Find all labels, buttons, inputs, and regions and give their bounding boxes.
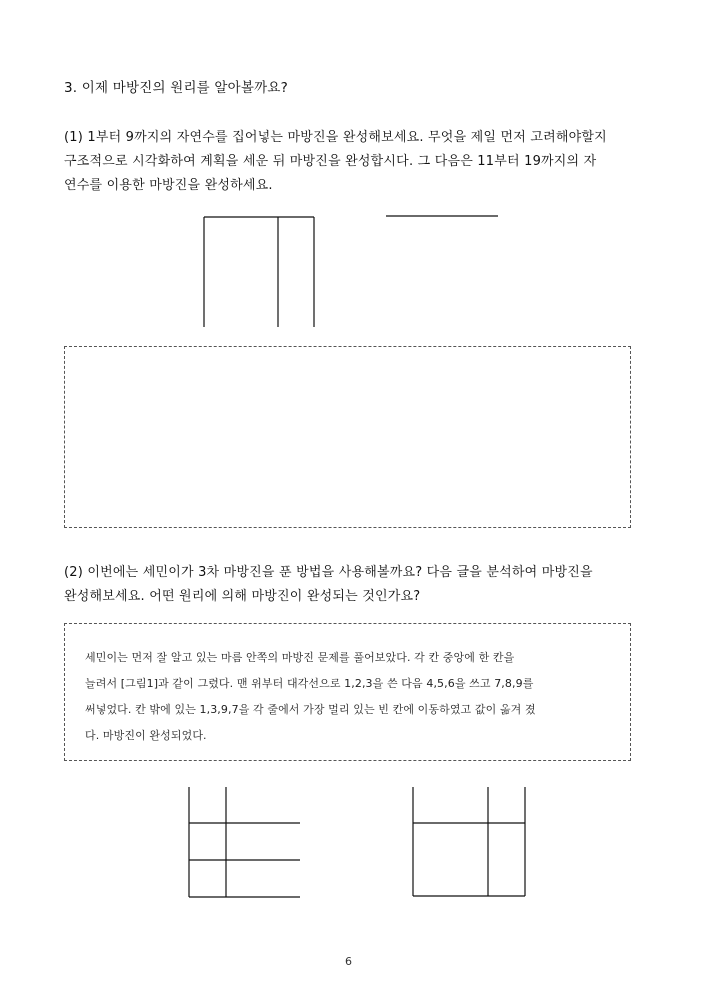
passage-line: 써넣었다. 칸 밖에 있는 1,3,9,7을 각 줄에서 가장 멀리 있는 빈 칸에 이동하였고 값이 옮겨 졌 xyxy=(85,703,536,716)
question-1-line: 연수를 이용한 마방진을 완성하세요. xyxy=(64,178,273,193)
right-grid-figure xyxy=(413,787,525,896)
question-2-line: 완성해보세요. 어떤 원리에 의해 마방진이 완성되는 것인가요? xyxy=(64,589,421,604)
passage-line: 다. 마방진이 완성되었다. xyxy=(85,729,207,742)
q1-diagram xyxy=(0,0,707,340)
partial-grid-figure xyxy=(204,217,314,327)
passage-box xyxy=(64,623,631,761)
question-2 xyxy=(64,561,593,609)
page-number: 6 xyxy=(345,955,352,968)
question-2-line: (2) 이번에는 세민이가 3차 마방진을 푼 방법을 사용해볼까요? 다음 글을 분석하여 마방진을 xyxy=(64,565,593,580)
answer-box-1[interactable] xyxy=(64,346,631,528)
passage xyxy=(85,645,536,749)
question-1-line: 구조적으로 시각화하여 계획을 세운 뒤 마방진을 완성합시다. 그 다음은 11부터 19까지의 자 xyxy=(64,154,597,169)
section-heading: 3. 이제 마방진의 원리를 알아볼까요? xyxy=(64,80,288,96)
q2-diagrams xyxy=(0,770,707,910)
passage-line: 세민이는 먼저 잘 알고 있는 마름 안쪽의 마방진 문제를 풀어보았다. 각 칸 중앙에 한 칸을 xyxy=(85,651,515,664)
passage-line: 늘려서 [그림1]과 같이 그렸다. 맨 위부터 대각선으로 1,2,3을 쓴 다음 4,5,6을 쓰고 7,8,9를 xyxy=(85,677,534,690)
left-grid-figure xyxy=(189,787,300,897)
question-1-line: (1) 1부터 9까지의 자연수를 집어넣는 마방진을 완성해보세요. 무엇을 제일 먼저 고려해야할지 xyxy=(64,130,607,145)
